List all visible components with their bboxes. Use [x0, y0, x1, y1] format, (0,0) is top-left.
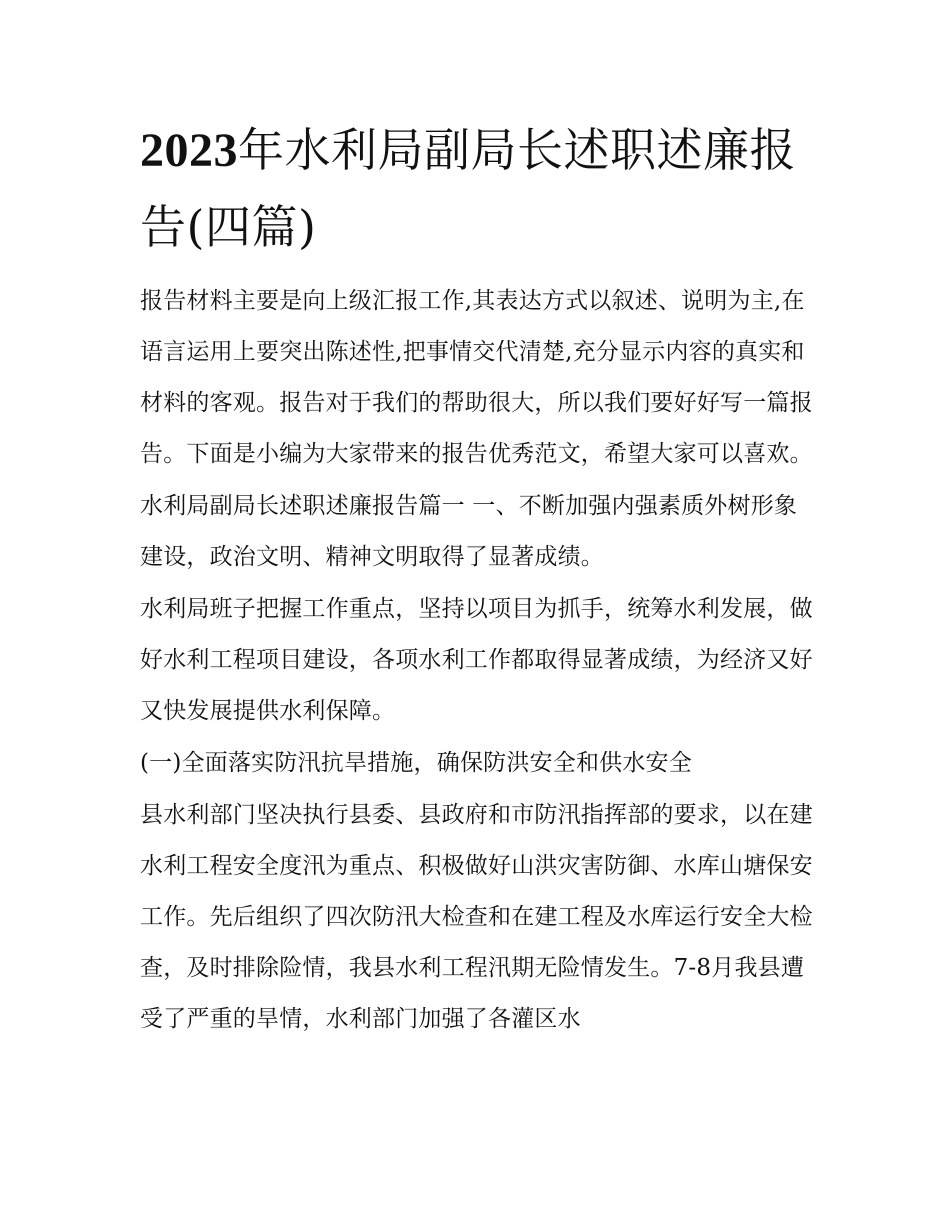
title-year: 2023 [140, 124, 238, 177]
subsection-heading: (一)全面落实防汛抗旱措施，确保防洪安全和供水安全 [140, 750, 692, 776]
flood-control-paragraph: 县水利部门坚决执行县委、县政府和市防汛指挥部的要求，以在建水利工程安全度汛为重点、积极做好山洪灾害防御、水库山塘保安工作。先后组织了四次防汛大检查和在建工程及水库运行安全大检查，及时排除险情，我县水利工程汛期无险情发生。7-8月我县遭受了严重的旱情，水利部门加强了各灌区水 [140, 802, 813, 1032]
section-one-heading-paragraph: 水利局副局长述职述廉报告篇一 一、不断加强内强素质外树形象建设，政治文明、精神文明取得了显著成绩。 [140, 493, 798, 570]
bureau-work-paragraph: 水利局班子把握工作重点，坚持以项目为抓手，统筹水利发展，做好水利工程项目建设，各项水利工作都取得显著成绩，为经济又好又快发展提供水利保障。 [140, 596, 813, 724]
title-text: 年水利局副局长述职述廉报告(四篇) [140, 123, 796, 254]
document-title [140, 112, 820, 265]
document-body [140, 276, 815, 1046]
intro-paragraph: 报告材料主要是向上级汇报工作,其表达方式以叙述、说明为主,在语言运用上要突出陈述性,把事情交代清楚,充分显示内容的真实和材料的客观。报告对于我们的帮助很大，所以我们要好好写一篇报告。下面是小编为大家带来的报告优秀范文，希望大家可以喜欢。 [140, 288, 813, 467]
